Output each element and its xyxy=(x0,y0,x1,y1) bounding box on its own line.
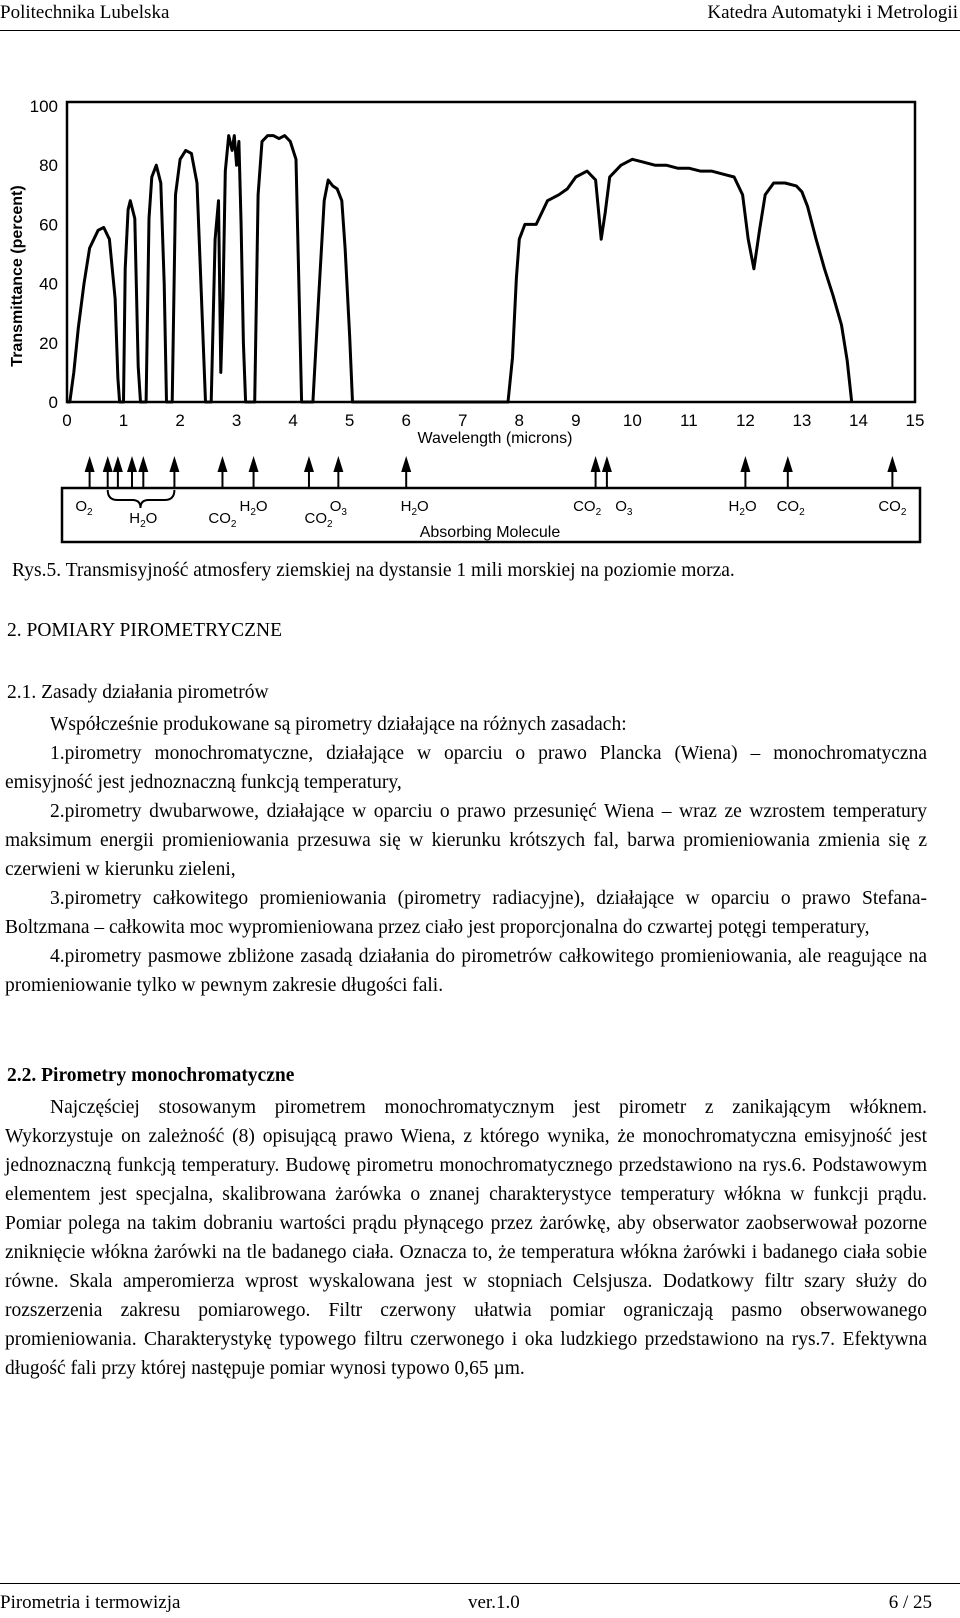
absorption-arrow xyxy=(217,456,227,472)
molecule-label: $CO_2$ xyxy=(878,498,907,518)
absorption-arrow xyxy=(783,456,793,472)
molecule-label: $O_3$ xyxy=(329,498,347,518)
pyrometer-list xyxy=(5,739,927,1000)
molecule-label: $O_3$ xyxy=(615,498,633,518)
absorption-arrow xyxy=(127,456,137,472)
y-tick-label: 20 xyxy=(39,333,58,353)
list-item: 4.pirometry pasmowe zbliżone zasadą działania do pirometrów całkowitego promieniowania, ale reagujące na promieniowanie tylko w pewnym zakresie długości fali. xyxy=(5,946,927,996)
x-tick-labels xyxy=(62,411,924,430)
series-layer xyxy=(67,136,852,402)
x-tick-label: 12 xyxy=(735,411,755,430)
absorption-arrow xyxy=(740,456,750,472)
y-tick-label: 100 xyxy=(29,97,58,116)
y-tick-label: 0 xyxy=(48,393,58,412)
absorption-arrow xyxy=(333,456,343,472)
list-item: 1.pirometry monochromatyczne, działające w oparciu o prawo Plancka (Wiena) – monochromatyczna emisyjność jest jednoznaczną funkcją temperatury, xyxy=(5,743,927,793)
x-tick-label: 6 xyxy=(401,411,411,430)
x-tick-label: 5 xyxy=(344,411,355,430)
paragraph-text: Najczęściej stosowanym pirometrem monochromatycznym jest pirometr z zanikającym włóknem. Wykorzystuje on zależność (8) opisującą prawo Wiena, z którego wynika, że monochromatyczna emisyjność jest jednoznaczną funkcją temperatury. Budowę pirometru monochromatycznego przedstawiono na rys.6. Podstawowym elementem jest specjalna, skalibrowana żarówka o znanej charakterystyce temperatury włókna w funkcji prądu. Pomiar polega na takim dobraniu wartości prądu płynącego przez żarówkę, aby obserwator zaobserwował pozorne zniknięcie włókna żarówki na tle badanego ciała. Oznacza to, że temperatura włókna żarówki i badanego ciała sobie równe. Skala amperomierza wprost wyskalowana jest w stopniach Celsjusza. Dodatkowy filtr szary służy do rozszerzenia zakresu pomiarowego. Filtr czerwony ułatwia pomiar ograniczają pasmo obserwowanego promieniowania. Charakterystykę typowego filtru czerwonego i oka ludzkiego przedstawiono na rys.7. Efektywna długość fali przy której następuje pomiar wynosi typowo 0,65 µm. xyxy=(5,1097,927,1379)
absorption-arrow xyxy=(602,456,612,472)
x-axis-label: Wavelength (microns) xyxy=(417,430,573,447)
footer-center: ver.1.0 xyxy=(468,1592,520,1613)
molecule-label: $H_2O$ xyxy=(728,498,757,518)
absorption-arrow xyxy=(103,456,113,472)
x-tick-label: 0 xyxy=(62,411,72,430)
plot-border xyxy=(67,102,915,402)
footer-right: 6 / 25 xyxy=(888,1592,932,1613)
footer-left: Pirometria i termowizja xyxy=(0,1592,181,1613)
list-item: 2.pirometry dwubarwowe, działające w oparciu o prawo przesunięć Wiena – wraz ze wzrostem temperatury maksimum energii promieniowania przesuwa się w kierunku krótszych fal, barwa promieniowania zmienia się z czerwieni w kierunku zieleni, xyxy=(5,801,927,880)
x-tick-label: 2 xyxy=(175,411,185,430)
x-tick-label: 13 xyxy=(792,411,812,430)
list-item: 3.pirometry całkowitego promieniowania (pirometry radiacyjne), działające w oparciu o prawo Stefana-Boltzmana – całkowita moc wypromieniowana przez ciało jest proporcjonalna do czwartej potęgi temperatury, xyxy=(5,888,927,938)
molecule-label: $CO_2$ xyxy=(776,498,805,518)
x-tick-label: 4 xyxy=(288,411,298,430)
absorption-arrow xyxy=(113,456,123,472)
y-tick-labels xyxy=(30,97,58,412)
absorption-arrow xyxy=(249,456,259,472)
figure-caption: Rys.5. Transmisyjność atmosfery ziemskiej na dystansie 1 mili morskiej na poziomie morza. xyxy=(12,560,735,581)
molecule-label: $H_2O$ xyxy=(239,498,268,518)
absorption-arrow xyxy=(591,456,601,472)
h2o-brace xyxy=(108,490,175,508)
absorption-arrow xyxy=(138,456,148,472)
molecule-label: $CO_2$ xyxy=(208,510,237,530)
subsection-title-1: 2.1. Zasady działania pirometrów xyxy=(7,682,269,703)
y-tick-label: 80 xyxy=(39,156,58,176)
x-tick-label: 15 xyxy=(905,411,925,430)
x-tick-label: 14 xyxy=(849,411,868,430)
series-line-0 xyxy=(67,136,852,402)
section-title: 2. POMIARY PIROMETRYCZNE xyxy=(7,620,283,641)
y-tick-label: 60 xyxy=(39,215,58,235)
molecule-label: $O_2$ xyxy=(75,498,93,518)
y-axis-label: Transmittance (percent) xyxy=(9,185,26,367)
absorption-arrow xyxy=(304,456,314,472)
page-footer xyxy=(0,1583,960,1618)
header-right: Katedra Automatyki i Metrologii xyxy=(707,2,958,23)
transmittance-chart xyxy=(0,86,960,546)
absorbing-molecule-title: Absorbing Molecule xyxy=(419,524,561,541)
header-left: Politechnika Lubelska xyxy=(0,2,170,23)
absorption-arrow xyxy=(85,456,95,472)
body-paragraph xyxy=(5,1093,927,1383)
x-tick-label: 11 xyxy=(680,411,698,430)
plot-frame xyxy=(67,102,915,402)
molecule-label: $CO_2$ xyxy=(573,498,602,518)
page-header xyxy=(0,0,960,31)
x-tick-label: 9 xyxy=(571,411,581,430)
subsection-title-2: 2.2. Pirometry monochromatyczne xyxy=(7,1065,295,1086)
absorption-arrow xyxy=(169,456,179,472)
y-tick-label: 40 xyxy=(39,274,58,294)
x-tick-label: 8 xyxy=(514,411,525,430)
x-tick-label: 10 xyxy=(622,411,642,430)
molecule-label: $H_2O$ xyxy=(400,498,429,518)
absorption-arrow xyxy=(887,456,897,472)
molecule-label: $CO_2$ xyxy=(304,510,333,530)
x-tick-label: 3 xyxy=(231,411,242,430)
molecule-label: $H_2O$ xyxy=(129,510,158,530)
intro-text: Współcześnie produkowane są pirometry działające na różnych zasadach: xyxy=(50,714,627,735)
absorption-arrow xyxy=(401,456,411,472)
x-tick-label: 1 xyxy=(118,411,129,430)
x-tick-label: 7 xyxy=(457,411,468,430)
